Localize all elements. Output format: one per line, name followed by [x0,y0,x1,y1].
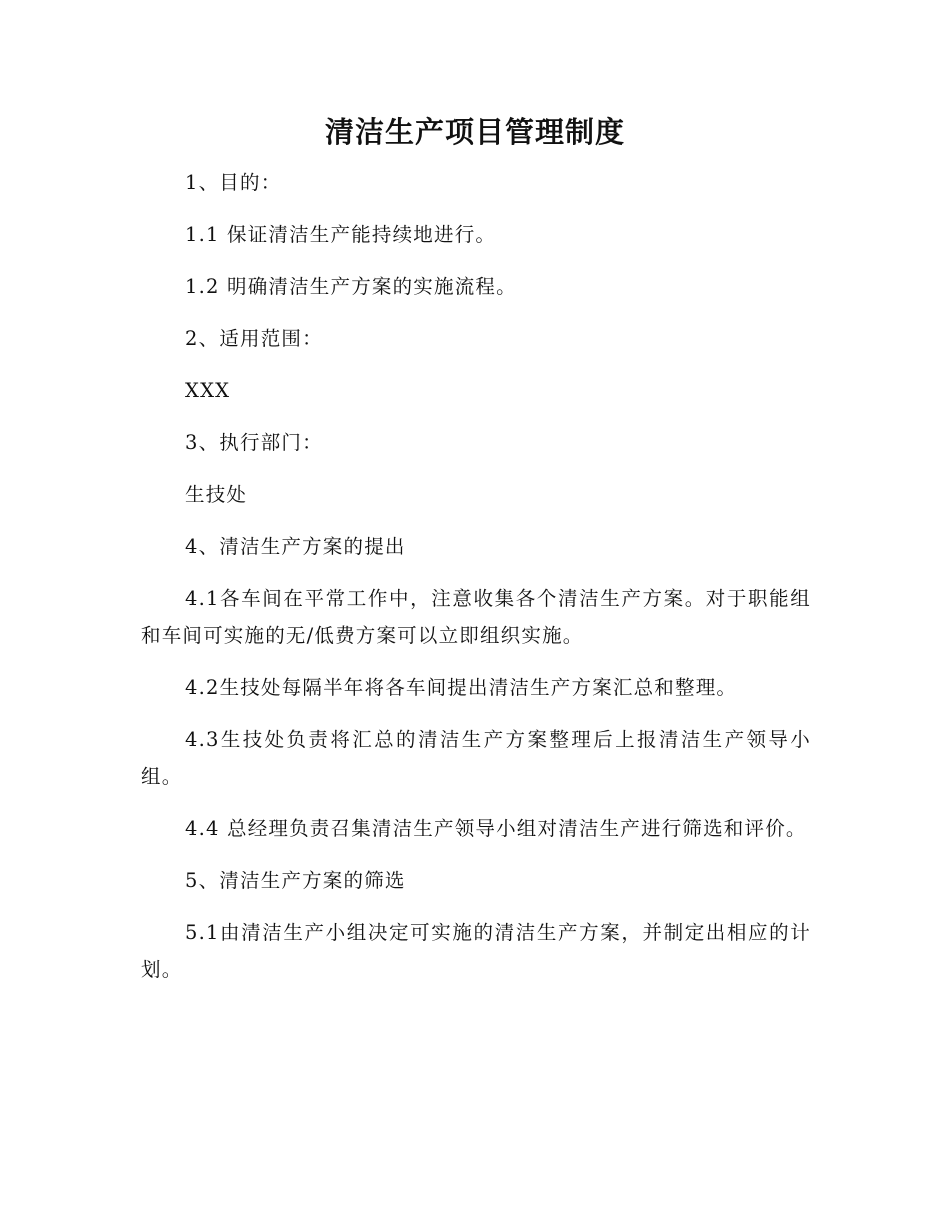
paragraph: 5.1由清洁生产小组决定可实施的清洁生产方案，并制定出相应的计划。 [141,921,811,981]
paragraph: 4.1各车间在平常工作中，注意收集各个清洁生产方案。对于职能组和车间可实施的无/低费方案可以立即组织实施。 [141,587,811,647]
document-body [141,164,811,1003]
paragraph: 4.2生技处每隔半年将各车间提出清洁生产方案汇总和整理。 [185,676,738,699]
section-heading: 2、适用范围： [185,327,323,350]
section-heading: 4、清洁生产方案的提出 [185,535,406,558]
paragraph: 4.3生技处负责将汇总的清洁生产方案整理后上报清洁生产领导小组。 [141,728,811,788]
document-title: 清洁生产项目管理制度 [324,115,625,149]
paragraph: 1.1 保证清洁生产能持续地进行。 [185,223,497,246]
paragraph: 生技处 [185,483,248,506]
section-heading: 5、清洁生产方案的筛选 [185,869,406,892]
section-heading: 1、目的： [185,171,282,194]
paragraph: XXX [185,379,231,402]
section-heading: 3、执行部门： [185,431,323,454]
paragraph: 4.4 总经理负责召集清洁生产领导小组对清洁生产进行筛选和评价。 [185,817,807,840]
paragraph: 1.2 明确清洁生产方案的实施流程。 [185,275,517,298]
